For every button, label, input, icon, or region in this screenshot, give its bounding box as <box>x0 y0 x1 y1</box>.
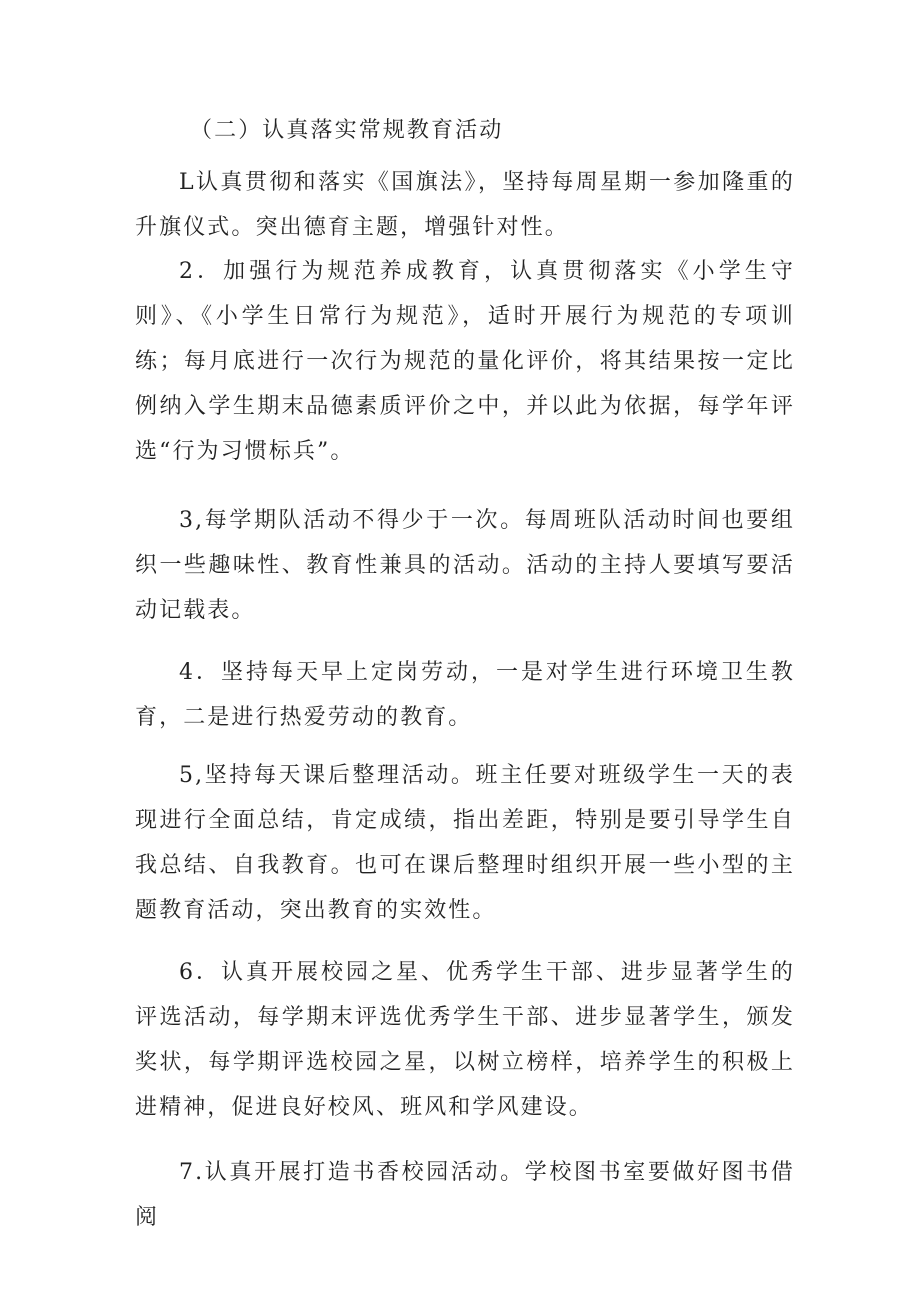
paragraph-3: 3,每学期队活动不得少于一次。每周班队活动时间也要组织一些趣味性、教育性兼具的活动。活动的主持人要填写要活动记载表。 <box>135 508 795 623</box>
paragraph-1: L认真贯彻和落实《国旗法》，坚持每周星期一参加隆重的升旗仪式。突出德育主题，增强针对性。 <box>135 170 795 240</box>
paragraph-4: 4．坚持每天早上定岗劳动，一是对学生进行环境卫生教育，二是进行热爱劳动的教育。 <box>135 660 795 730</box>
paragraph-5: 5,坚持每天课后整理活动。班主任要对班级学生一天的表现进行全面总结，肯定成绩，指出差距，特别是要引导学生自我总结、自我教育。也可在课后整理时组织开展一些小型的主题教育活动，突出教育的实效性。 <box>135 763 795 923</box>
paragraph-7: 7.认真开展打造书香校园活动。学校图书室要做好图书借阅 <box>135 1160 795 1230</box>
paragraph-6: 6．认真开展校园之星、优秀学生干部、进步显著学生的评选活动，每学期末评选优秀学生干部、进步显著学生，颁发奖状，每学期评选校园之星，以树立榜样，培养学生的积极上进精神，促进良好校风、班风和学风建设。 <box>135 960 795 1120</box>
paragraph-2: 2．加强行为规范养成教育，认真贯彻落实《小学生守则》、《小学生日常行为规范》，适时开展行为规范的专项训练；每月底进行一次行为规范的量化评价，将其结果按一定比例纳入学生期末品德素质评价之中，并以此为依据，每学年评选“行为习惯标兵”。 <box>135 259 795 464</box>
section-heading: （二）认真落实常规教育活动 <box>190 118 504 143</box>
